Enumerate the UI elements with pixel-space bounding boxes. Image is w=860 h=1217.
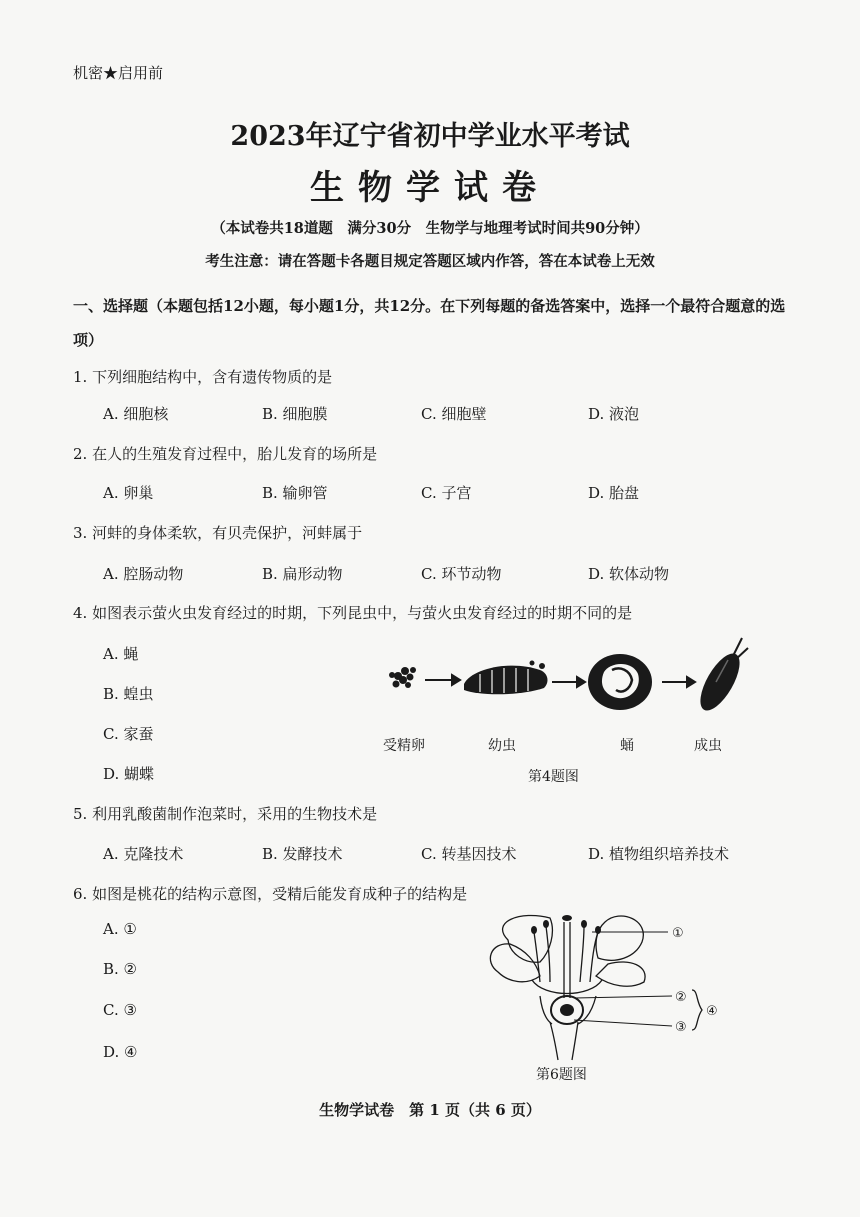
q2-option-c: C. 子宫 (421, 484, 472, 502)
q2-option-d: D. 胎盘 (588, 484, 640, 502)
brace-icon (692, 990, 702, 1030)
label-4: ④ (706, 1004, 718, 1019)
label-2: ② (675, 990, 687, 1005)
stage-label-adult: 成虫 (694, 738, 722, 754)
question-4-stem: 4. 如图表示萤火虫发育经过的时期，下列昆虫中，与萤火虫发育经过的时期不同的是 (73, 604, 633, 622)
q3-option-a: A. 腔肠动物 (103, 565, 184, 583)
question-1-stem: 1. 下列细胞结构中，含有遗传物质的是 (73, 368, 333, 386)
q5-option-d: D. 植物组织培养技术 (588, 845, 730, 863)
q3-option-b: B. 扁形动物 (262, 565, 343, 583)
q1-option-b: B. 细胞膜 (262, 405, 328, 423)
figure6-caption: 第6题图 (536, 1067, 587, 1083)
anther-icons (531, 915, 601, 934)
q1-option-d: D. 液泡 (588, 405, 640, 423)
peach-flower-diagram (480, 902, 740, 1062)
q1-option-a: A. 细胞核 (103, 405, 169, 423)
arrow-icon (425, 675, 460, 685)
exam-title: 2023年辽宁省初中学业水平考试 (230, 121, 630, 152)
section-heading: 一、选择题（本题包括12小题，每小题1分，共12分。在下列每题的备选答案中，选择一个最符合题意的选项） (73, 297, 786, 349)
question-6-stem: 6. 如图是桃花的结构示意图，受精后能发育成种子的结构是 (73, 885, 468, 903)
page-footer: 生物学试卷 第 1 页（共 6 页） (319, 1101, 541, 1119)
leader-lines (574, 932, 672, 1026)
q5-option-b: B. 发酵技术 (262, 845, 343, 863)
larva-icon (464, 661, 547, 695)
q4-option-c: C. 家蚕 (103, 725, 154, 743)
label-3: ③ (675, 1020, 687, 1035)
q6-option-a: A. ① (103, 920, 137, 938)
fertilized-egg-icon (389, 667, 416, 688)
arrow-icon (552, 677, 585, 687)
stage-label-egg: 受精卵 (383, 738, 425, 754)
question-5-stem: 5. 利用乳酸菌制作泡菜时，采用的生物技术是 (73, 805, 378, 823)
q6-option-c: C. ③ (103, 1001, 137, 1019)
q4-option-d: D. 蝴蝶 (103, 765, 155, 783)
adult-firefly-icon (693, 638, 748, 716)
question-3-stem: 3. 河蚌的身体柔软，有贝壳保护，河蚌属于 (73, 524, 363, 542)
label-1: ① (672, 926, 684, 941)
q4-option-a: A. 蝇 (103, 645, 139, 663)
q5-option-a: A. 克隆技术 (103, 845, 184, 863)
q1-option-c: C. 细胞壁 (421, 405, 487, 423)
confidential-mark: 机密★启用前 (73, 64, 164, 82)
flower-drawing (490, 915, 645, 1060)
q3-option-d: D. 软体动物 (588, 565, 670, 583)
figure4-caption: 第4题图 (528, 769, 579, 785)
pupa-icon (588, 654, 652, 710)
exam-info: （本试卷共18道题 满分30分 生物学与地理考试时间共90分钟） (211, 220, 649, 237)
q3-option-c: C. 环节动物 (421, 565, 502, 583)
stage-label-pupa: 蛹 (620, 738, 634, 754)
stage-label-larva: 幼虫 (488, 738, 516, 754)
q2-option-b: B. 输卵管 (262, 484, 328, 502)
q6-option-b: B. ② (103, 960, 138, 978)
paper-title: 生物学试卷 (310, 168, 550, 208)
arrow-icon (662, 677, 695, 687)
q6-option-d: D. ④ (103, 1043, 138, 1061)
q4-option-b: B. 蝗虫 (103, 685, 154, 703)
q5-option-c: C. 转基因技术 (421, 845, 517, 863)
q2-option-a: A. 卵巢 (103, 484, 154, 502)
exam-notice: 考生注意：请在答题卡各题目规定答题区域内作答，答在本试卷上无效 (205, 253, 655, 270)
question-2-stem: 2. 在人的生殖发育过程中，胎儿发育的场所是 (73, 445, 378, 463)
firefly-lifecycle-figure (380, 630, 780, 730)
